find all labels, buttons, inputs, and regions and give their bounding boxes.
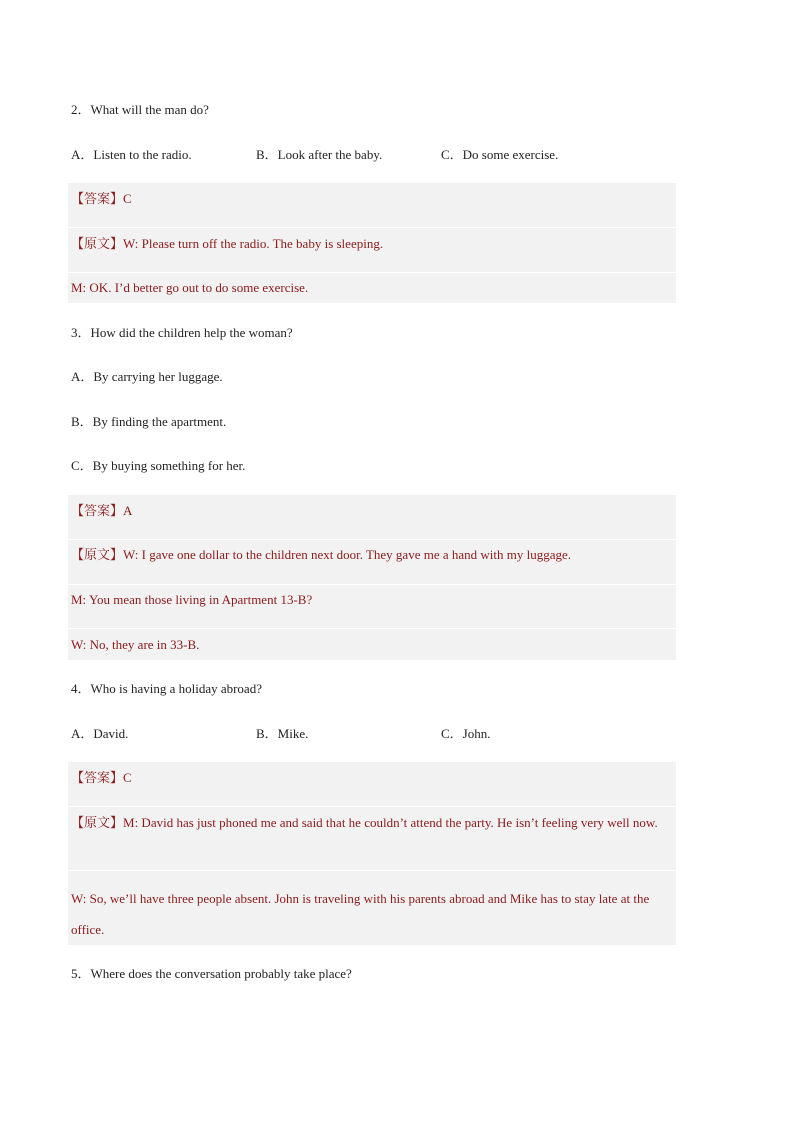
question-2: 2．What will the man do?	[71, 102, 209, 117]
question-4: 4．Who is having a holiday abroad?	[71, 681, 262, 696]
transcript-tag: 【原文】	[71, 815, 124, 830]
transcript-text: W: I gave one dollar to the children next door. They gave me a hand with my luggage.	[123, 547, 572, 562]
divider	[68, 584, 676, 585]
transcript-tag: 【原文】	[71, 547, 124, 562]
q2-answer	[71, 190, 132, 208]
q3-option-a: A．By carrying her luggage.	[71, 369, 223, 384]
q2-option-c: C．Do some exercise.	[441, 147, 559, 162]
q4-answer	[71, 769, 132, 787]
divider	[68, 870, 676, 871]
q2-option-b: B．Look after the baby.	[256, 147, 383, 162]
q3-answer-box	[68, 495, 676, 660]
q4-transcript-line-2: W: So, we’ll have three people absent. John is traveling with his parents abroad and Mike has to stay late at the office.	[71, 891, 650, 937]
divider	[68, 628, 676, 629]
q3-answer	[71, 502, 132, 520]
transcript-tag: 【原文】	[71, 236, 124, 251]
q3-transcript-line-1	[71, 546, 571, 564]
q2-transcript-line-1	[71, 235, 383, 253]
transcript-text: W: Please turn off the radio. The baby is sleeping.	[123, 236, 384, 251]
q2-transcript-line-2: M: OK. I’d better go out to do some exercise.	[71, 280, 309, 295]
answer-tag: 【答案】	[71, 503, 124, 518]
answer-value: A	[123, 503, 133, 518]
question-5: 5．Where does the conversation probably take place?	[71, 966, 352, 981]
answer-value: C	[123, 191, 132, 206]
transcript-text: M: David has just phoned me and said that he couldn’t attend the party. He isn’t feeling very well now.	[123, 815, 658, 830]
q3-option-b: B．By finding the apartment.	[71, 414, 227, 429]
answer-tag: 【答案】	[71, 191, 124, 206]
q4-transcript-line-1	[71, 807, 671, 838]
divider	[68, 227, 676, 228]
question-3: 3．How did the children help the woman?	[71, 325, 293, 340]
answer-value: C	[123, 770, 132, 785]
q2-answer-box	[68, 183, 676, 303]
q4-option-c: C．John.	[441, 726, 491, 741]
q3-transcript-line-2: M: You mean those living in Apartment 13-B?	[71, 592, 313, 607]
q2-option-a: A．Listen to the radio.	[71, 147, 192, 162]
q4-option-a: A．David.	[71, 726, 129, 741]
q4-option-b: B．Mike.	[256, 726, 309, 741]
q4-answer-box	[68, 762, 676, 945]
q3-option-c: C．By buying something for her.	[71, 458, 246, 473]
divider	[68, 539, 676, 540]
answer-tag: 【答案】	[71, 770, 124, 785]
q3-transcript-line-3: W: No, they are in 33-B.	[71, 637, 200, 652]
divider	[68, 272, 676, 273]
